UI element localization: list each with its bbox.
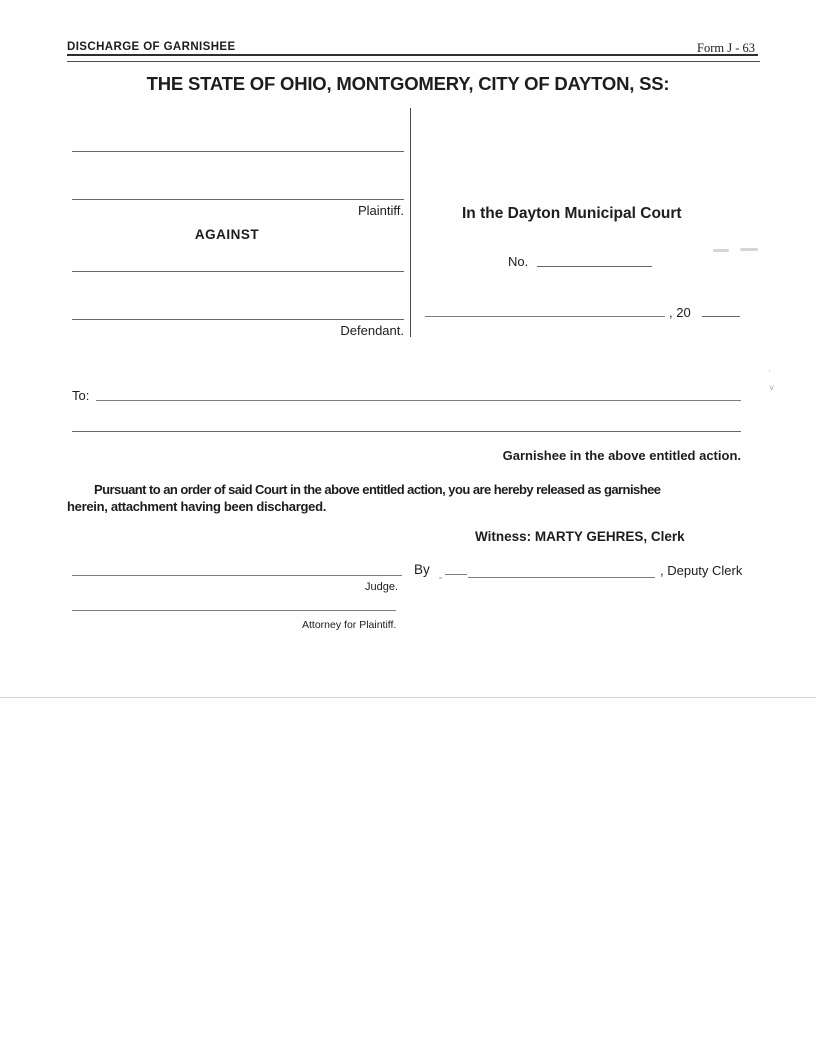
defendant-name-line-2 — [72, 319, 404, 320]
case-number-label: No. — [508, 254, 529, 269]
judge-label: Judge. — [365, 581, 399, 593]
date-line — [425, 316, 665, 317]
case-number-line — [537, 266, 652, 267]
year-line — [702, 316, 740, 317]
witness-clerk-line: Witness: MARTY GEHRES, Clerk — [475, 529, 685, 544]
deputy-clerk-label: , Deputy Clerk — [660, 563, 743, 578]
caption-divider — [410, 108, 411, 337]
scan-speck — [439, 577, 442, 579]
release-text-line-2: herein, attachment having been discharged. — [67, 499, 327, 514]
attorney-signature-line — [72, 610, 396, 611]
plaintiff-label: Plaintiff. — [357, 203, 404, 218]
scan-speck: ʾ — [768, 369, 771, 379]
scan-fold-line — [0, 697, 816, 698]
against-label: AGAINST — [194, 227, 260, 242]
garnishee-caption: Garnishee in the above entitled action. — [502, 448, 741, 463]
garnishee-name-line-1 — [96, 400, 741, 401]
scan-smudge — [713, 249, 729, 252]
plaintiff-name-line-1 — [72, 151, 404, 152]
header-rule-thick — [67, 54, 758, 56]
court-name: In the Dayton Municipal Court — [462, 205, 682, 222]
defendant-name-line-1 — [72, 271, 404, 272]
year-prefix: , 20 — [669, 305, 691, 320]
defendant-label: Defendant. — [340, 323, 404, 338]
form-number: Form J - 63 — [697, 41, 755, 55]
by-label: By — [414, 562, 430, 577]
garnishee-name-line-2 — [72, 431, 741, 432]
header-rule-thin — [67, 61, 760, 62]
scan-speck: ˅ — [769, 383, 775, 393]
release-text-line-1: Pursuant to an order of said Court in the above entitled action, you are hereby released as garnishee — [94, 482, 661, 497]
main-heading: THE STATE OF OHIO, MONTGOMERY, CITY OF DAYTON, SS: — [146, 73, 670, 94]
plaintiff-name-line-2 — [72, 199, 404, 200]
document-title: DISCHARGE OF GARNISHEE — [67, 41, 236, 53]
to-label: To: — [72, 388, 90, 403]
attorney-label: Attorney for Plaintiff. — [302, 619, 397, 631]
deputy-clerk-line-dash — [445, 574, 467, 575]
judge-signature-line — [72, 575, 402, 576]
deputy-clerk-signature-line — [468, 577, 655, 578]
scan-smudge — [740, 248, 758, 251]
